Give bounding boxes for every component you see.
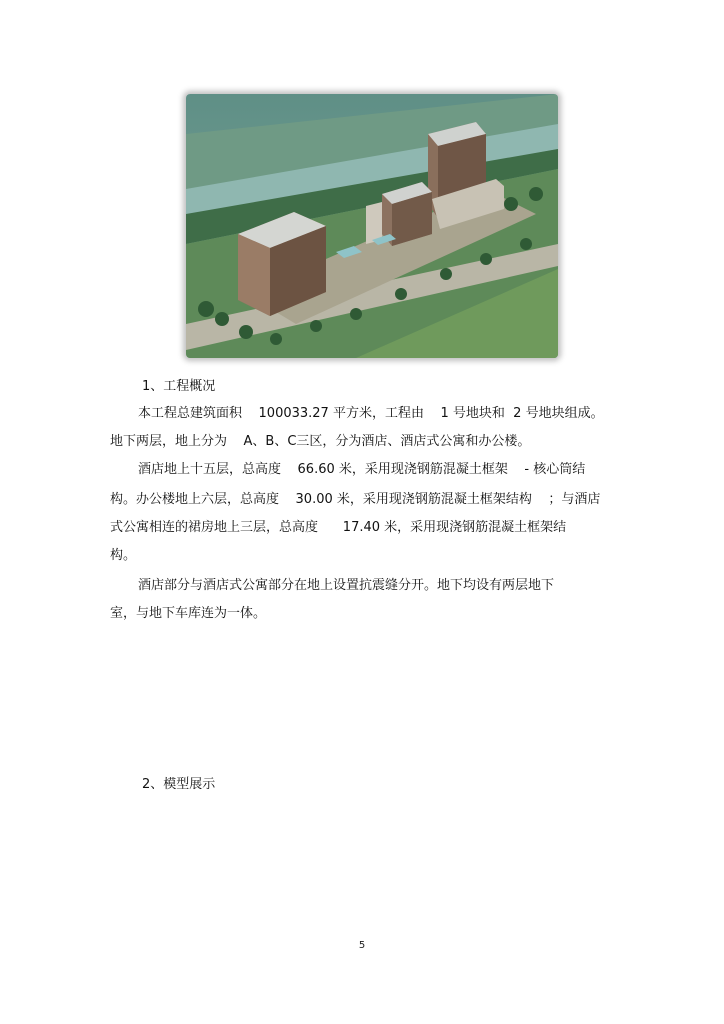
building-rendering-image: [186, 94, 558, 358]
paragraph-line: 室，与地下车库连为一体。: [110, 606, 267, 621]
paragraph-line: 酒店部分与酒店式公寓部分在地上设置抗震缝分开。地下均设有两层地下: [138, 578, 555, 593]
section-1-heading: 1、工程概况: [142, 379, 216, 394]
section-2-heading: 2、模型展示: [142, 777, 216, 792]
paragraph-line: 本工程总建筑面积 100033.27 平方米，工程由 1 号地块和 2 号地块组成。: [138, 406, 604, 421]
paragraph-line: 地下两层，地上分为 A、B、C三区，分为酒店、酒店式公寓和办公楼。: [110, 434, 531, 449]
paragraph-line: 酒店地上十五层，总高度 66.60 米，采用现浇钢筋混凝土框架 - 核心筒结: [138, 462, 586, 477]
aerial-view-illustration: [186, 94, 558, 358]
paragraph-line: 构。办公楼地上六层，总高度 30.00 米，采用现浇钢筋混凝土框架结构 ；与酒店: [110, 492, 601, 507]
paragraph-line: 构。: [110, 548, 137, 563]
page-number: 5: [358, 940, 366, 951]
paragraph-line: 式公寓相连的裙房地上三层，总高度 17.40 米，采用现浇钢筋混凝土框架结: [110, 520, 567, 535]
